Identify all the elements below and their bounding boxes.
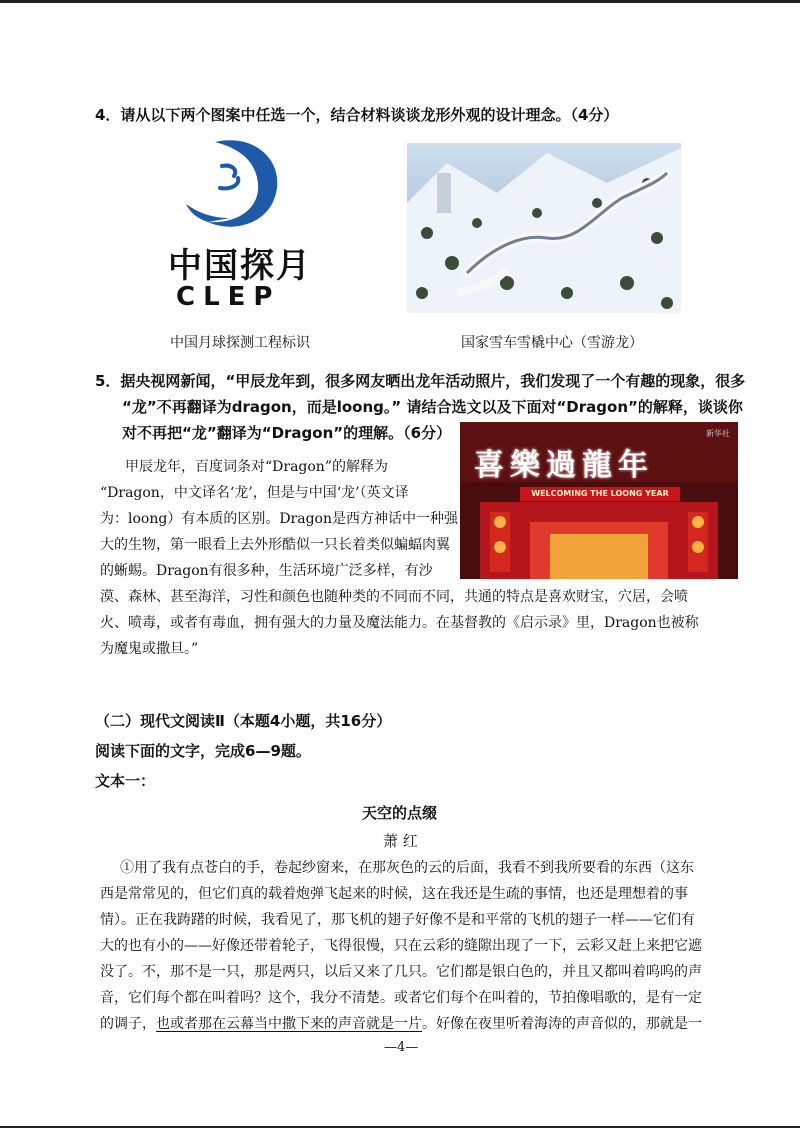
moon-dragon-logo-icon — [160, 138, 325, 238]
question-4-text: 4．请从以下两个图案中任选一个，结合材料谈谈龙形外观的设计理念。（4分） — [95, 106, 619, 124]
last-line-prefix: 的调子， — [100, 1016, 156, 1032]
quote-line: “Dragon，中文译名‘龙’，但是与中国‘龙’（英文译 — [100, 485, 409, 501]
question-5-line-1: 5．据央视网新闻，“甲辰龙年到，很多网友晒出龙年活动照片，我们发现了一个有趣的现象，很多 — [95, 372, 746, 390]
section-instruction: 阅读下面的文字，完成6—9题。 — [95, 742, 311, 760]
festival-photo — [460, 422, 738, 579]
article-line: 大的也有小的——好像还带着轮子，飞得很慢，只在云彩的缝隙出现了一下，云彩又赶上来把它遮 — [100, 938, 702, 954]
clep-logo — [160, 138, 325, 313]
bottom-border — [0, 1126, 800, 1128]
photo-source-label: 新华社 — [706, 429, 730, 438]
article-line: ①用了我有点苍白的手，卷起纱窗来，在那灰色的云的后面，我看不到我所要看的东西（这东 — [120, 860, 694, 876]
article-line: 情）。正在我踌躇的时候，我看见了，那飞机的翅子好像不是和平常的飞机的翅子一样——它们有 — [100, 912, 695, 928]
logo-chinese-text: 中国探月 — [168, 246, 312, 286]
quote-line: 的蜥蜴。Dragon有很多种，生活环境广泛多样，有沙 — [100, 563, 433, 579]
text-label: 文本一： — [95, 772, 156, 790]
last-line-suffix: 。好像在夜里听着海涛的声音似的，那就是一 — [422, 1016, 702, 1032]
article-last-line — [100, 1013, 702, 1033]
quote-line: 漠、森林、甚至海洋，习性和颜色也随种类的不同而不同，共通的特点是喜欢财宝，穴居，会喷 — [100, 589, 688, 605]
article-line: 西是常常见的，但它们真的载着炮弹飞起来的时候，这在我还是生疏的事情，也还是理想着的事 — [100, 886, 688, 902]
quote-line: 大的生物，第一眼看上去外形酷似一只长着类似蝙蝠肉翼 — [100, 537, 450, 553]
logo-english-text: CLEP — [176, 282, 281, 312]
article-title: 天空的点缀 — [362, 804, 438, 822]
quote-line: 为：loong）有本质的区别。Dragon是西方神话中一种强 — [100, 511, 458, 527]
question-5-line-3: 对不再把“龙”翻译为“Dragon”的理解。（6分） — [122, 424, 452, 442]
quote-line: 甲辰龙年，百度词条对“Dragon”的解释为 — [125, 459, 388, 475]
page-number: —4— — [384, 1040, 419, 1055]
festival-banner: WELCOMING THE LOONG YEAR — [520, 487, 680, 501]
underlined-sentence: 也或者那在云幕当中撒下来的声音就是一片 — [156, 1016, 422, 1032]
quote-line: 为魔鬼或撒旦。” — [100, 641, 199, 657]
top-border — [0, 0, 800, 3]
quote-line: 火、喷毒，或者有毒血，拥有强大的力量及魔法能力。在基督教的《启示录》里，Dragon也被称 — [100, 615, 699, 631]
article-line: 没了。不，那不是一只，那是两只，以后又来了几只。它们都是银白色的，并且又都叫着呜呜的声 — [100, 964, 702, 980]
right-caption: 国家雪车雪橇中心（雪游龙） — [461, 335, 643, 351]
festival-photo-title: 喜樂過龍年 — [474, 448, 654, 483]
section-heading: （二）现代文阅读Ⅱ（本题4小题，共16分） — [95, 712, 392, 730]
article-line: 音，它们每个都在叫着吗？这个，我分不清楚。或者它们每个在叫着的，节拍像唱歌的，是有一定 — [100, 990, 702, 1006]
question-5-line-2: “龙”不再翻译为dragon，而是loong。” 请结合选文以及下面对“Dragon”的解释，谈谈你 — [122, 398, 743, 416]
left-caption: 中国月球探测工程标识 — [170, 335, 310, 351]
article-author: 萧 红 — [383, 832, 418, 850]
snow-track-photo — [407, 143, 681, 313]
